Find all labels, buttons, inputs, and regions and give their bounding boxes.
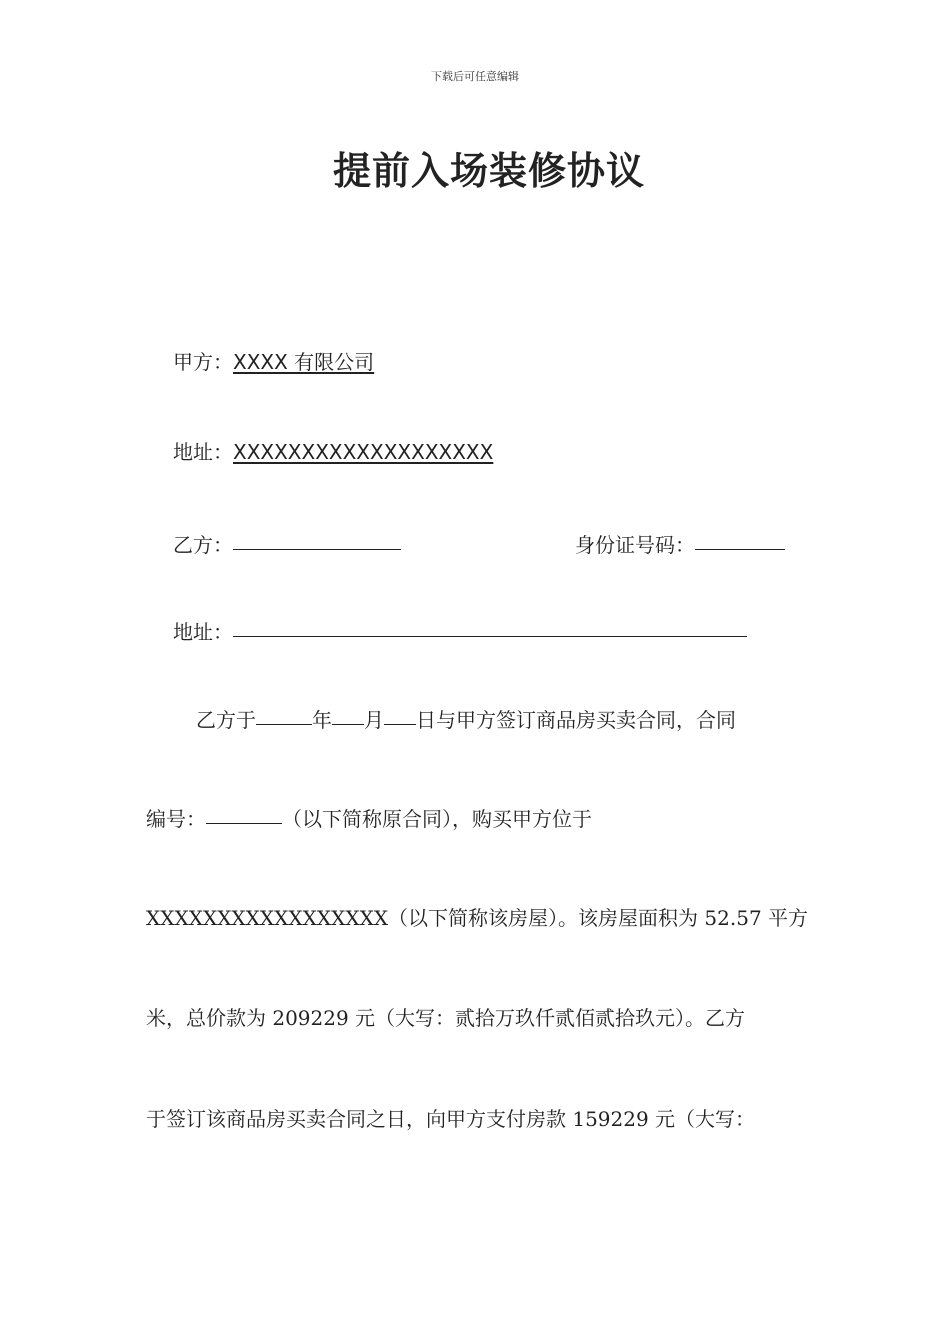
- body-line-1: [196, 706, 736, 733]
- body-line-4: 米，总价款为 209229 元（大写：贰拾万玖仟贰佰贰拾玖元）。乙方: [146, 1006, 746, 1030]
- body-day-suffix: 日与甲方签订商品房买卖合同，合同: [416, 708, 736, 732]
- party-a-address-line: [173, 439, 493, 465]
- body-p2-prefix: 编号：: [146, 807, 206, 831]
- contract-number-blank[interactable]: [206, 803, 282, 824]
- party-a-address-label: 地址：: [173, 440, 233, 464]
- party-b-address-label: 地址：: [173, 620, 233, 644]
- year-blank[interactable]: [256, 704, 312, 725]
- month-blank[interactable]: [332, 704, 364, 725]
- body-p2-suffix: （以下简称原合同），购买甲方位于: [282, 807, 592, 831]
- party-b-label: 乙方：: [173, 533, 233, 557]
- body-p1-prefix: 乙方于: [196, 708, 256, 732]
- party-b-name-blank[interactable]: [233, 529, 401, 550]
- party-b-id-line: [575, 531, 785, 558]
- party-a-line: [173, 349, 374, 375]
- body-month: 月: [364, 708, 384, 732]
- header-note: 下载后可任意编辑: [431, 70, 519, 83]
- party-b-address-blank[interactable]: [233, 616, 747, 637]
- party-b-line: [173, 531, 401, 558]
- body-line-5: 于签订该商品房买卖合同之日，向甲方支付房款 159229 元（大写：: [146, 1107, 756, 1131]
- party-a-value: XXXX 有限公司: [233, 350, 375, 374]
- document-title: 提前入场装修协议: [332, 149, 645, 193]
- party-a-label: 甲方：: [173, 350, 233, 374]
- body-year: 年: [312, 708, 332, 732]
- party-b-id-blank[interactable]: [695, 529, 785, 550]
- body-line-3: XXXXXXXXXXXXXXXXX（以下简称该房屋）。该房屋面积为 52.57 平方: [146, 906, 809, 930]
- body-line-2: [146, 805, 592, 832]
- party-a-address-value: XXXXXXXXXXXXXXXXXXX: [233, 440, 494, 464]
- party-b-id-label: 身份证号码：: [575, 533, 695, 557]
- day-blank[interactable]: [384, 704, 416, 725]
- party-b-address-line: [173, 618, 747, 645]
